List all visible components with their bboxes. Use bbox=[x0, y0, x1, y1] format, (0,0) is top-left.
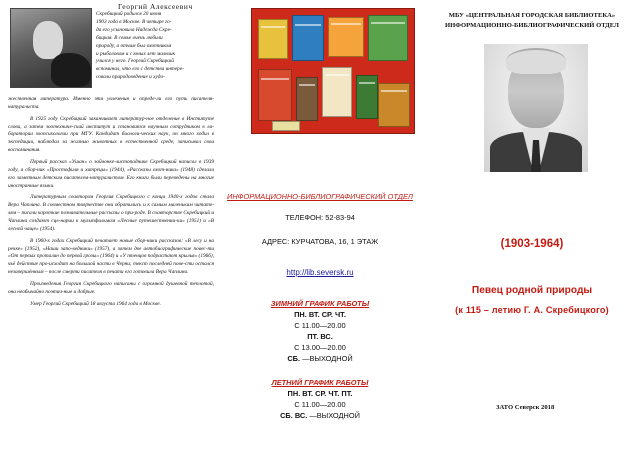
address-line: АДРЕС: КУРЧАТОВА, 16, 1 ЭТАЖ bbox=[261, 237, 379, 246]
phone-line: ТЕЛЕФОН: 52-83-94 bbox=[285, 213, 355, 222]
winter-days-1: ПН. ВТ. СР. ЧТ. bbox=[294, 310, 346, 319]
bio-intro-line: бицкая. В семье очень любили bbox=[96, 34, 163, 41]
publication-footer: ЗАТО Северск 2018 bbox=[496, 404, 555, 411]
bio-paragraph: Литературным соавтором Георгия Скребицкого с конца 1940-х годов стала Вера Чаплина. В совместном творчестве они обратились и к самым маленьким читате-лям – писали короткие познавательные рассказы о при-роде. В соавторстве Скребицкий и Чаплина создают сце-нарии к мультфильмам «Лесные путешественни-ки» (1951) и «В лесной чаще» (1954). bbox=[8, 194, 214, 232]
book-cover bbox=[378, 83, 410, 127]
book-cover bbox=[356, 75, 378, 119]
organization-name: МБУ «ЦЕНТРАЛЬНАЯ ГОРОДСКАЯ БИБЛИОТЕКА» bbox=[448, 12, 616, 19]
bio-paragraph: В 1925 году Скребицкий заканчивает литератур-ное отделение в Институте слова, а затем зоотехниче-ский институт и становится научным сотрудником в ла-боратории зоопсихологии при МГУ. Кандидат биологи-ческих наук, он много ходил в экспедиции, наблюдал за жизнью животных в естественной среде, записывал свои воспоминания. bbox=[8, 115, 214, 154]
brochure-title: Певец родной природы bbox=[471, 285, 593, 296]
winter-schedule-heading: ЗИМНИЙ ГРАФИК РАБОТЫ bbox=[270, 299, 370, 308]
bio-intro bbox=[96, 11, 214, 82]
cover-panel bbox=[424, 0, 640, 452]
author-face bbox=[33, 21, 63, 59]
book-cover bbox=[296, 77, 318, 121]
website-container bbox=[218, 268, 422, 277]
book-cover bbox=[258, 69, 292, 121]
bio-intro-line: Скребицкий родился 20 июня bbox=[96, 11, 162, 17]
author-portrait bbox=[484, 44, 588, 172]
book-covers-collage bbox=[251, 8, 415, 134]
bio-intro-line: и рыболовом и с юных лет мальчик bbox=[96, 50, 176, 57]
summer-hours-1: С 11.00—20.00 bbox=[294, 400, 346, 409]
bio-paragraph: В 1960-х годах Скребицкий печатает новые сбор-ники рассказов: «В лесу и на речке» (1952), «Наши запо-ведники» (1957), а затем две автобиографические повес-ти «От первых проталин до первой грозы» (1964) и «У птенцов подрастают крылья» (1966), чьё действие про-исходит на большой части в Черни; текст последней пове-сти остался незавершённым – после смерти писателя в печати его готовила Вера Чаплина. bbox=[8, 237, 214, 276]
bio-intro-line: 1903 года в Москве. В четыре го- bbox=[96, 18, 172, 25]
winter-hours-1: С 11.00—20.00 bbox=[294, 321, 346, 330]
winter-saturday-status: —ВЫХОДНОЙ bbox=[300, 354, 353, 363]
department-heading: ИНФОРМАЦИОННО-БИБЛИОГРАФИЧЕСКИЙ ОТДЕЛ bbox=[227, 192, 413, 201]
winter-saturday-day: СБ. bbox=[287, 354, 301, 363]
life-years: (1903-1964) bbox=[500, 238, 564, 250]
biography-panel bbox=[0, 0, 216, 452]
bio-paragraph: Умер Георгий Скребицкий 18 августа 1964 года в Москве. bbox=[30, 300, 161, 307]
book-cover bbox=[368, 15, 408, 61]
dog-figure bbox=[51, 53, 91, 87]
book-cover bbox=[322, 67, 352, 117]
book-cover bbox=[292, 15, 324, 61]
bio-intro-line: вспоминал, что его с детства интере- bbox=[96, 66, 184, 73]
author-name: Георгий Алексеевич bbox=[118, 2, 193, 11]
brochure-subtitle: (к 115 – летию Г. А. Скребицкого) bbox=[455, 305, 609, 315]
bio-intro-line: совали природоведение и худо- bbox=[96, 74, 165, 81]
library-info-panel bbox=[218, 0, 422, 452]
book-cover bbox=[328, 17, 364, 57]
book-cover bbox=[272, 121, 300, 131]
bio-paragraph: Произведения Георгия Скребицкого написаны с огромной душевной теплотой, они необычайно поэтич-ные и добрые. bbox=[8, 281, 214, 295]
bio-intro-line: природу, а отчим был охотником bbox=[96, 42, 172, 49]
winter-hours-2: С 13.00—20.00 bbox=[294, 343, 346, 352]
bio-body bbox=[8, 96, 214, 313]
summer-off-days: СБ. ВС. bbox=[280, 411, 308, 420]
summer-days-1: ПН. ВТ. СР. ЧТ. ПТ. bbox=[287, 389, 353, 398]
winter-days-2: ПТ. ВС. bbox=[307, 332, 333, 341]
organization-department: ИНФОРМАЦИОННО-БИБЛИОГРАФИЧЕСКИЙ ОТДЕЛ bbox=[445, 22, 619, 29]
portrait-hair bbox=[506, 48, 566, 74]
website-link[interactable]: http://lib.seversk.ru bbox=[286, 268, 354, 277]
winter-saturday-line bbox=[218, 354, 422, 363]
summer-off-status: —ВЫХОДНОЙ bbox=[307, 411, 360, 420]
bio-paragraph: Первый рассказ «Ушан» о зайчонке-листопаднике Скребицкий написал в 1939 году, а сбор-ник «Простофиля и хитрецы» (1944), «Рассказы охот-ника» (1948) сделали его заметным детским писателем-натуралистом. Его книги были переведены на многие иностранные языки. bbox=[8, 159, 214, 189]
bio-intro-line: учился у него. Георгий Скребицкий bbox=[96, 58, 174, 65]
bio-intro-line: да его усыновила Надежда Скре- bbox=[96, 26, 172, 33]
summer-weekend-line bbox=[218, 411, 422, 420]
summer-schedule-heading: ЛЕТНИЙ ГРАФИК РАБОТЫ bbox=[271, 378, 369, 387]
bio-paragraph: жественная литература. Именно эти увлечения и опреде-ли его путь писателя-натуралиста. bbox=[8, 96, 214, 110]
book-cover bbox=[258, 19, 288, 59]
author-photo-with-dog bbox=[10, 8, 92, 88]
